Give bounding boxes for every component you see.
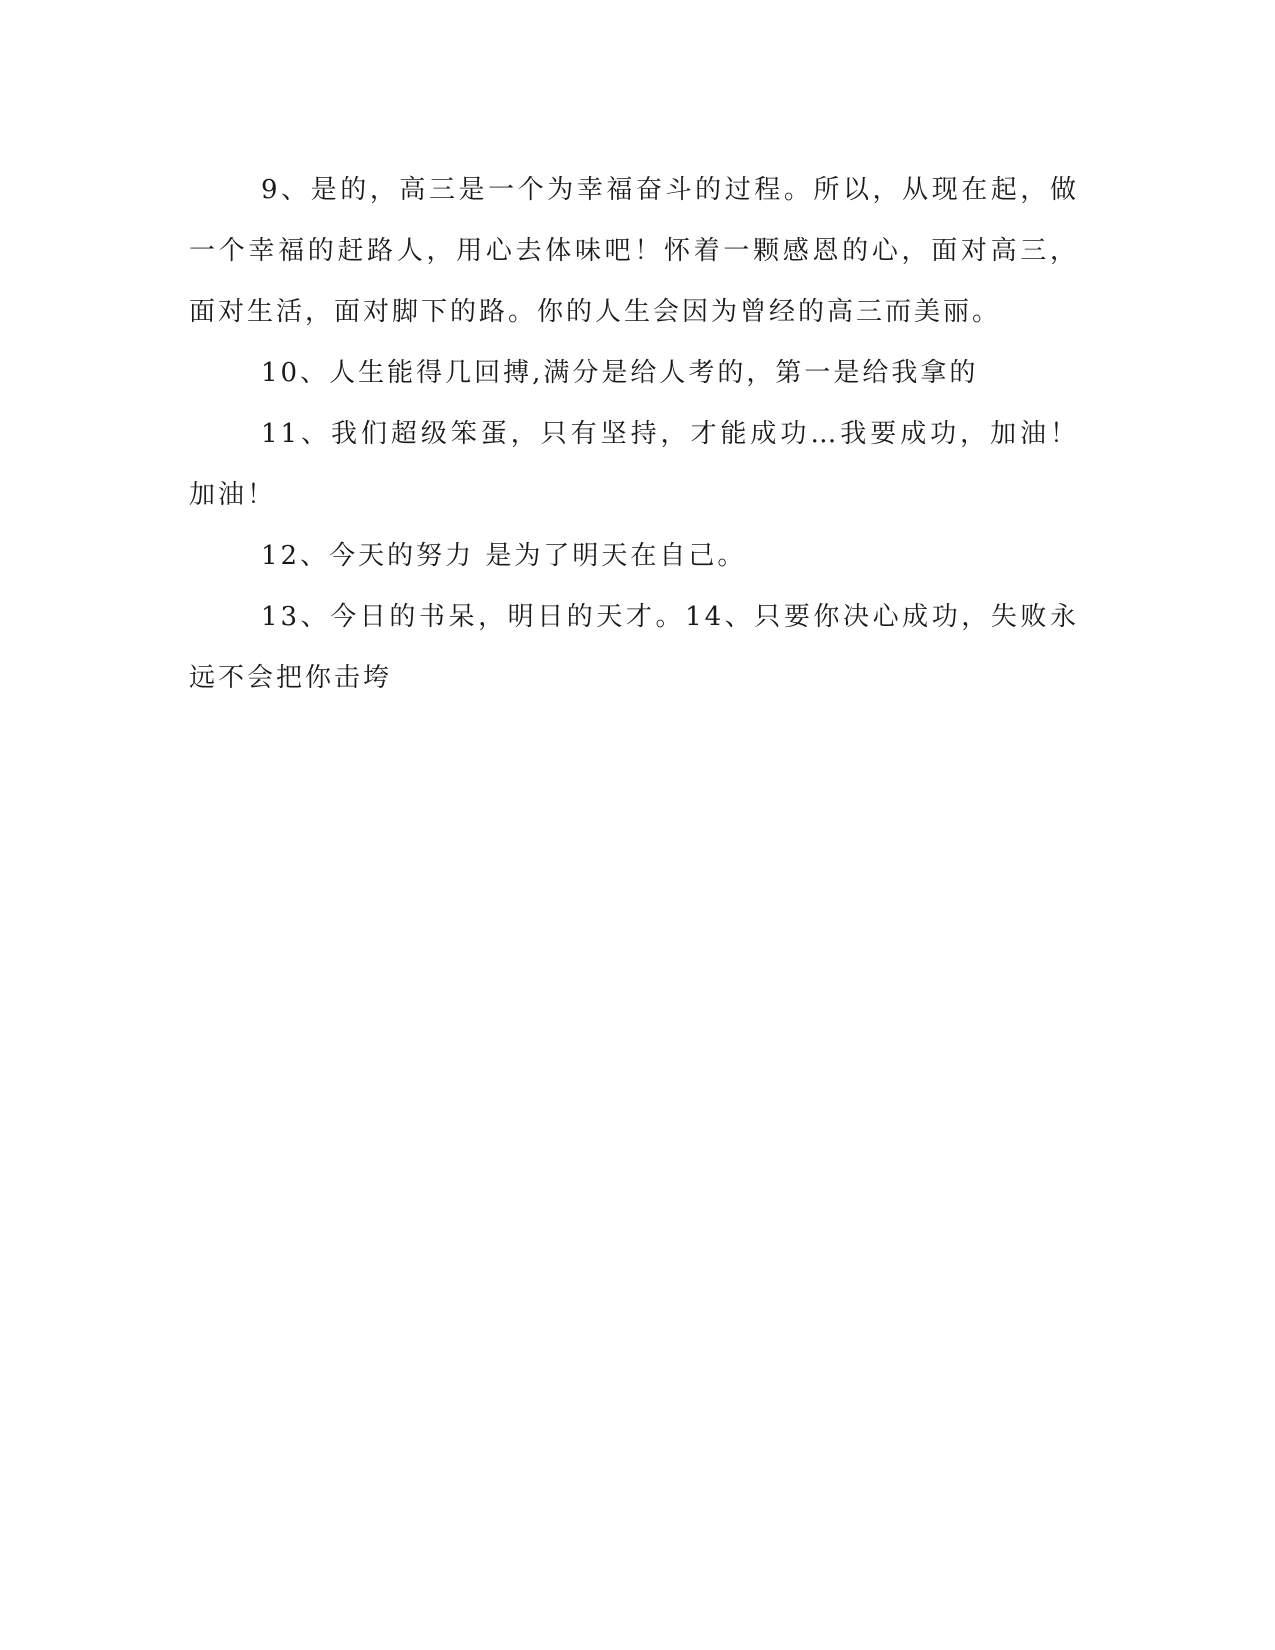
paragraph-12: 12、今天的努力 是为了明天在自己。 [261, 541, 747, 571]
paragraph-10: 10、人生能得几回搏,满分是给人考的，第一是给我拿的 [261, 358, 979, 388]
paragraph-9: 9、是的，高三是一个为幸福奋斗的过程。所以，从现在起，做一个幸福的赶路人，用心去体味吧！怀着一颗感恩的心，面对高三，面对生活，面对脚下的路。你的人生会因为曾经的高三而美丽。 [189, 175, 1079, 327]
paragraph-11: 11、我们超级笨蛋，只有坚持，才能成功…我要成功，加油！加油！ [189, 419, 1079, 510]
paragraph-13-14: 13、今日的书呆，明日的天才。14、只要你决心成功，失败永远不会把你击垮 [189, 602, 1079, 693]
document-body [189, 160, 1079, 709]
